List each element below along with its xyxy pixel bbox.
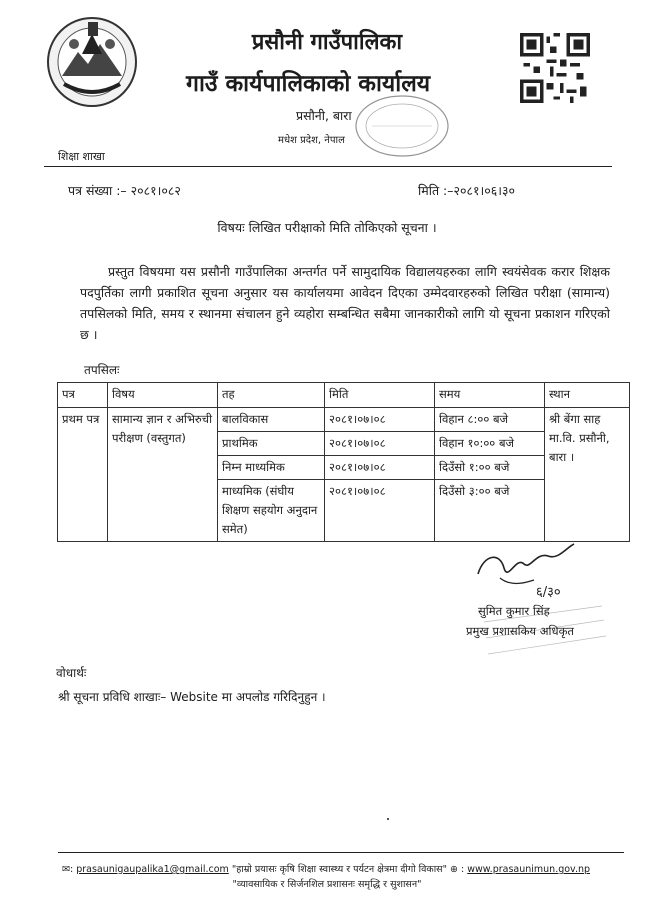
footer-contact-line (62, 862, 602, 875)
letter-reference-number: पत्र संख्या :– २०८१।०८२ (68, 183, 181, 198)
signatory-name: सुमित कुमार सिंह (478, 604, 550, 618)
level-cell: निम्न माध्यमिक (218, 456, 325, 480)
qr-code-icon (520, 32, 590, 104)
col-header-subject: विषय (108, 383, 218, 408)
province-name: मधेश प्रदेश, नेपाल (278, 135, 345, 146)
date-cell: २०८१।०७।०८ (325, 480, 435, 542)
letter-subject: विषयः लिखित परीक्षाको मिति तोकिएको सूचना । (217, 220, 437, 235)
email-icon: ✉: (62, 864, 74, 875)
date-cell: २०८१।०७।०८ (325, 456, 435, 480)
time-cell: विहान ८:०० बजे (435, 408, 545, 432)
branch-name: शिक्षा शाखा (58, 150, 105, 163)
table-header-row (58, 383, 630, 408)
time-cell: दिउँसो १:०० बजे (435, 456, 545, 480)
handwritten-signature (470, 534, 580, 606)
letter-body: प्रस्तुत विषयमा यस प्रसौनी गाउँपालिका अन्तर्गत पर्ने सामुदायिक विद्यालयहरुका लागि स्वयंसेवक करार शिक्षक पदपुर्तिका लागी प्रकाशित सूचना अनुसार यस कार्यालयमा आवेदन दिएका उम्मेदवारहरुको लिखित परीक्षा (सामान्य) तपसिलको मिति, समय र स्थानमा संचालन हुने व्यहोरा सम्बन्धित सबैमा जानकारीको लागि यो सूचना प्रकाशन गरिएको छ । (80, 264, 610, 342)
footer-divider (58, 852, 624, 853)
col-header-level: तह (218, 383, 325, 408)
col-header-paper: पत्र (58, 383, 108, 408)
table-label: तपसिलः (84, 363, 120, 377)
col-header-date: मिति (325, 383, 435, 408)
time-cell: विहान १०:०० बजे (435, 432, 545, 456)
venue-cell: श्री बेंगा साह मा.वि. प्रसौनी, बारा । (545, 408, 630, 542)
date-cell: २०८१।०७।०८ (325, 432, 435, 456)
paper-cell: प्रथम पत्र (58, 408, 108, 542)
svg-text:६/३०: ६/३० (536, 585, 561, 600)
municipality-name: प्रसौनी गाउँपालिका (251, 30, 403, 55)
header-divider (44, 166, 612, 167)
level-cell: माध्यमिक (संघीय शिक्षण सहयोग अनुदान समेत) (218, 480, 325, 542)
footer-website-link[interactable]: www.prasaunimun.gov.np (467, 864, 591, 875)
date-cell: २०८१।०७।०८ (325, 408, 435, 432)
level-cell: बालविकास (218, 408, 325, 432)
office-name: गाउँ कार्यपालिकाको कार्यालय (186, 71, 431, 97)
footer-slogan-2: "व्यावसायिक र सिर्जनशिल प्रशासनः समृद्धि र सुशासन" (232, 879, 422, 890)
stray-mark (387, 818, 389, 820)
office-address: प्रसौनी, बारा (296, 108, 352, 123)
office-seal-stamp (352, 90, 452, 162)
distribution-item: श्री सूचना प्रविधि शाखाः– Website मा अपलोड गरिदिनुहुन । (58, 690, 326, 704)
time-cell: दिउँसो ३:०० बजे (435, 480, 545, 542)
level-cell: प्राथमिक (218, 432, 325, 456)
distribution-label: वोधार्थः (56, 666, 87, 680)
footer-slogan: "हाम्रो प्रयासः कृषि शिक्षा स्वास्थ्य र पर्यटन क्षेत्रमा दीगो विकास" (231, 864, 447, 875)
col-header-venue: स्थान (545, 383, 630, 408)
letter-date: मिति :–२०८१।०६।३० (418, 183, 515, 198)
signatory-position: प्रमुख प्रशासकिय अधिकृत (466, 624, 574, 638)
footer-email-link[interactable]: prasaunigaupalika1@gmail.com (76, 864, 229, 875)
globe-icon: ⊕ : (450, 864, 465, 875)
table-row (58, 408, 630, 432)
subject-cell: सामान्य ज्ञान र अभिरुची परीक्षण (वस्तुगत) (108, 408, 218, 542)
col-header-time: समय (435, 383, 545, 408)
exam-schedule-table (57, 382, 630, 542)
